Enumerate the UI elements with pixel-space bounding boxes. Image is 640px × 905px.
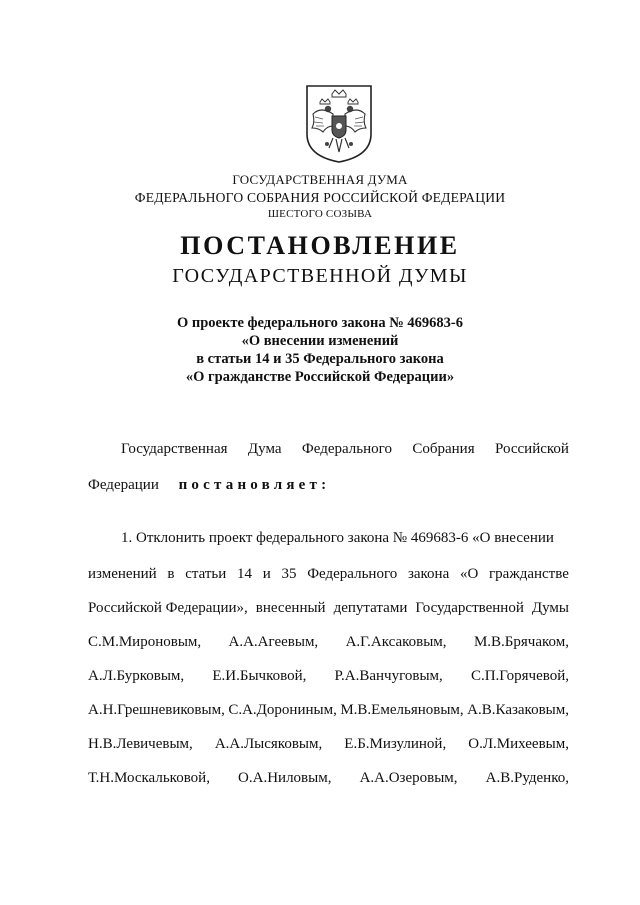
deputy-name: М.В.Брячаком, (473, 634, 569, 650)
text: 1. Отклонить проект федерального закона № 469683-6 «О внесении (121, 530, 554, 546)
item1-line-2 (88, 566, 569, 583)
deputy-name: Е.Б.Мизулиной, (344, 736, 447, 752)
word: изменений (88, 566, 157, 582)
deputy-name: С.А.Дорониным, (228, 702, 337, 718)
word: Государственной (415, 600, 524, 616)
decree-word: постановляет: (178, 477, 331, 493)
word: Российской Федерации», (88, 600, 248, 616)
word: гражданстве (489, 566, 569, 582)
deputy-name: Т.Н.Москальковой, (88, 770, 210, 786)
header-line-1: ГОСУДАРСТВЕННАЯ ДУМА (232, 172, 408, 187)
item1-line-3 (88, 600, 569, 617)
deputy-name: А.В.Казаковым, (467, 702, 569, 718)
word: Думы (531, 600, 569, 616)
deputy-name: А.Л.Бурковым, (88, 668, 185, 684)
word: 14 (237, 566, 253, 582)
deputy-name: А.А.Лысяковым, (214, 736, 323, 752)
law-title-line-2: «О внесении изменений (241, 333, 399, 349)
deputy-name: О.Л.Михеевым, (468, 736, 569, 752)
deputy-name: О.А.Ниловым, (238, 770, 332, 786)
preamble-line-1 (121, 441, 569, 458)
law-title-line-4: «О гражданстве Российской Федерации» (185, 369, 455, 385)
header-line-3: ШЕСТОГО СОЗЫВА (267, 208, 373, 220)
item1-line-6 (88, 702, 569, 719)
item1-line-4 (88, 634, 569, 651)
coat-of-arms-icon (303, 84, 375, 164)
word: статьи (185, 566, 227, 582)
deputy-name: А.В.Руденко, (485, 770, 569, 786)
word: внесенный (255, 600, 326, 616)
word: закона (407, 566, 450, 582)
deputy-name: А.А.Озеровым, (359, 770, 458, 786)
preamble-line-2 (88, 477, 330, 494)
deputy-name: Н.В.Левичевым, (88, 736, 193, 752)
word: Российской (495, 441, 569, 457)
word: и (262, 566, 271, 582)
word: в (167, 566, 175, 582)
word: Собрания (412, 441, 475, 457)
deputy-name: С.М.Мироновым, (88, 634, 202, 650)
document-subtitle: ГОСУДАРСТВЕННОЙ ДУМЫ (172, 265, 468, 287)
word: депутатами (333, 600, 408, 616)
word: Федерального (301, 441, 392, 457)
law-title-line-3: в статьи 14 и 35 Федерального закона (196, 351, 444, 367)
deputy-name: Р.А.Ванчуговым, (334, 668, 443, 684)
word: Федерации (88, 477, 159, 493)
deputy-name: А.Н.Грешневиковым, (88, 702, 225, 718)
header-line-2: ФЕДЕРАЛЬНОГО СОБРАНИЯ РОССИЙСКОЙ ФЕДЕРАЦИИ (134, 190, 506, 205)
word: Дума (247, 441, 282, 457)
word: «О (459, 566, 479, 582)
deputy-name: Е.И.Бычковой, (212, 668, 307, 684)
deputy-name: А.А.Агеевым, (228, 634, 319, 650)
item1-line-8 (88, 770, 569, 787)
word: Федерального (307, 566, 398, 582)
document-title: ПОСТАНОВЛЕНИЕ (180, 231, 460, 260)
deputy-name: А.Г.Аксаковым, (345, 634, 447, 650)
item1-line-7 (88, 736, 569, 753)
word: Государственная (121, 441, 228, 457)
deputy-name: М.В.Емельяновым, (340, 702, 464, 718)
law-title-line-1: О проекте федерального закона № 469683-6 (176, 315, 464, 331)
item1-line-1 (121, 530, 554, 547)
word: 35 (281, 566, 297, 582)
deputy-name: С.П.Горячевой, (470, 668, 569, 684)
item1-line-5 (88, 668, 569, 685)
